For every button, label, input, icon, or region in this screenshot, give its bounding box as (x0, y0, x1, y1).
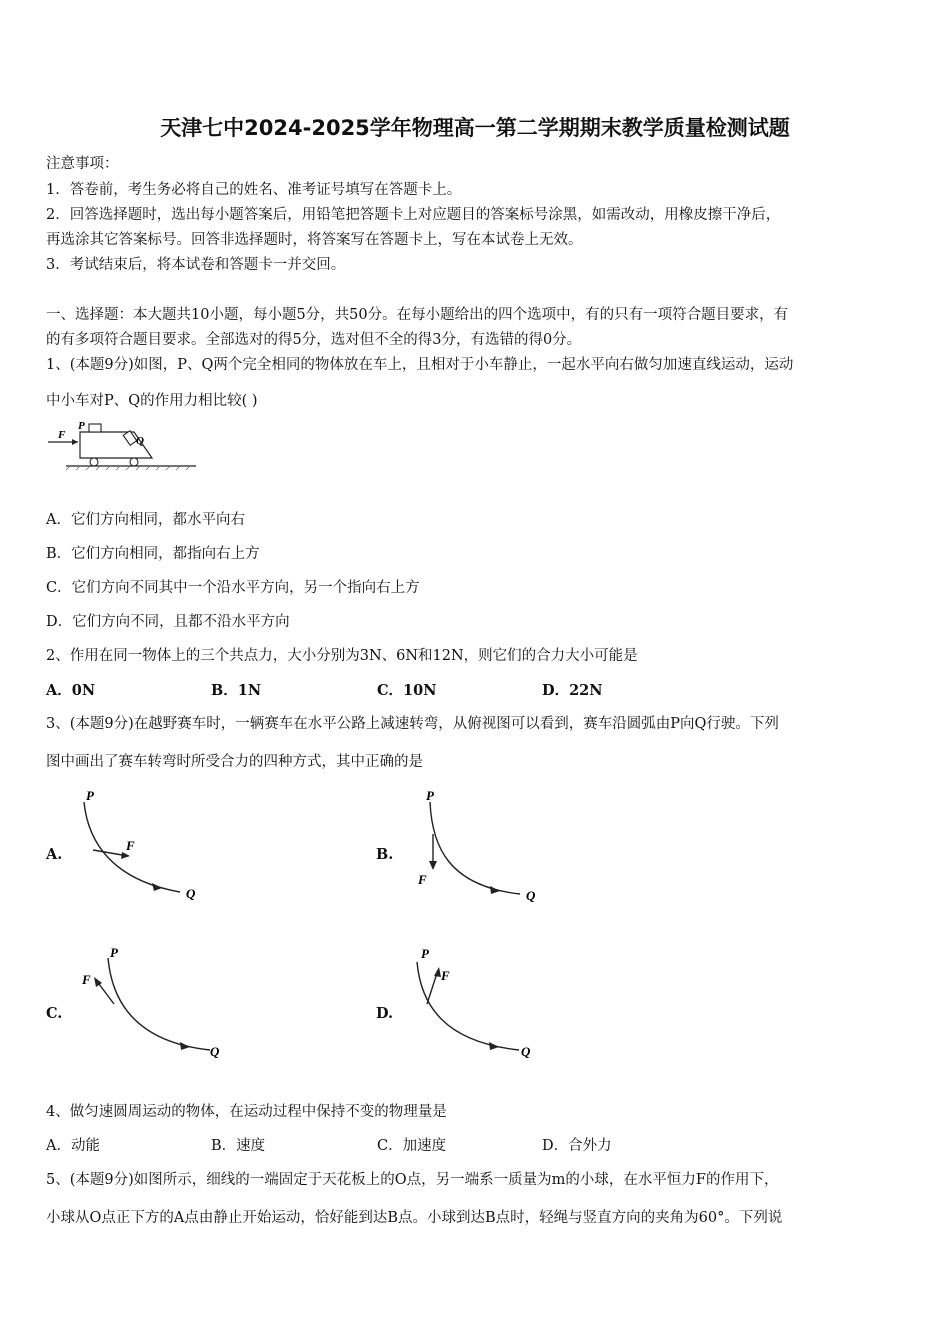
q3-figure-b-letter[interactable]: B. (376, 846, 394, 863)
notice-line-1: 1．答卷前，考生务必将自己的姓名、准考证号填写在答题卡上。 (46, 182, 462, 198)
q3-stem-line-2: 图中画出了赛车转弯时所受合力的四种方式，其中正确的是 (46, 754, 423, 770)
path-arc (430, 802, 520, 894)
q4-option-c[interactable]: C．加速度 (377, 1138, 447, 1154)
section-instructions-line-2: 的有多项符合题目要求。全部选对的得5分，选对但不全的得3分，有选错的得0分。 (46, 332, 582, 348)
q4-stem: 4、做匀速圆周运动的物体，在运动过程中保持不变的物理量是 (46, 1104, 447, 1120)
q3-figure-a (76, 786, 206, 906)
q4-option-a[interactable]: A．动能 (46, 1138, 100, 1154)
force-arrowhead (434, 967, 441, 977)
q3c-label-p: P (110, 945, 118, 960)
notice-line-2: 2．回答选择题时，选出每小题答案后，用铅笔把答题卡上对应题目的答案标号涂黑，如需改动，用橡皮擦干净后， (46, 207, 781, 223)
q2-option-b[interactable]: B．1N (211, 682, 262, 699)
q1-stem-line-1: 1、(本题9分)如图，P、Q两个完全相同的物体放在车上，且相对于小车静止，一起水平向右做匀加速直线运动，运动 (46, 357, 794, 373)
q2-option-c[interactable]: C．10N (377, 682, 437, 699)
page-title: 天津七中2024-2025学年物理高一第二学期期末教学质量检测试题 (160, 116, 790, 140)
q1-option-c[interactable]: C．它们方向不同其中一个沿水平方向，另一个指向右上方 (46, 580, 420, 596)
q3-figure-c (76, 942, 226, 1067)
q3-figure-b (410, 786, 545, 906)
q3a-label-p: P (86, 788, 94, 803)
q5-stem-line-1: 5、(本题9分)如图所示，细线的一端固定于天花板上的O点，另一端系一质量为m的小球，在水平恒力F的作用下， (46, 1172, 779, 1188)
q4-option-d[interactable]: D．合外力 (542, 1138, 612, 1154)
q3b-label-f: F (418, 872, 427, 887)
notice-heading: 注意事项： (46, 156, 119, 172)
q1-option-a[interactable]: A．它们方向相同，都水平向右 (46, 512, 245, 528)
q2-option-a[interactable]: A．0N (46, 682, 96, 699)
q3-figure-a-letter[interactable]: A. (46, 846, 63, 863)
q3d-label-q: Q (521, 1044, 531, 1059)
wheel-left (90, 458, 98, 466)
q5-stem-line-2: 小球从O点正下方的A点由静止开始运动，恰好能到达B点。小球到达B点时，轻绳与竖直方向的夹角为60°。下列说 (46, 1210, 783, 1226)
q3a-label-q: Q (186, 886, 196, 901)
q3d-label-f: F (441, 968, 450, 983)
q3-figure-c-letter[interactable]: C. (46, 1005, 63, 1022)
q4-option-b[interactable]: B．速度 (211, 1138, 266, 1154)
block-p (89, 424, 101, 432)
force-arrowhead (72, 439, 78, 445)
q3b-label-q: Q (526, 888, 536, 903)
force-arrowhead (429, 861, 437, 870)
q3b-label-p: P (426, 788, 434, 803)
q2-stem: 2、作用在同一物体上的三个共点力，大小分别为3N、6N和12N，则它们的合力大小可能是 (46, 648, 638, 664)
ground-hatching (66, 466, 190, 470)
q1-label-f: F (58, 429, 66, 441)
q3-figure-d (405, 942, 545, 1067)
q3c-label-q: Q (210, 1044, 220, 1059)
q2-option-d[interactable]: D．22N (542, 682, 603, 699)
q3c-label-f: F (82, 972, 91, 987)
q1-stem-line-2: 中小车对P、Q的作用力相比较( ) (46, 393, 258, 409)
wheel-right (130, 458, 138, 466)
path-arc (108, 958, 210, 1050)
q3d-label-p: P (421, 946, 429, 961)
force-arrowhead (121, 852, 130, 859)
q3a-label-f: F (126, 838, 135, 853)
q1-cart-figure (44, 420, 204, 472)
q3-stem-line-1: 3、(本题9分)在越野赛车时，一辆赛车在水平公路上减速转弯，从俯视图可以看到，赛车沿圆弧由P向Q行驶。下列 (46, 716, 779, 732)
q1-option-b[interactable]: B．它们方向相同，都指向右上方 (46, 546, 260, 562)
notice-line-4: 3．考试结束后，将本试卷和答题卡一并交回。 (46, 257, 346, 273)
notice-line-3: 再选涂其它答案标号。回答非选择题时，将答案写在答题卡上，写在本试卷上无效。 (46, 232, 583, 248)
q1-label-p: P (78, 420, 85, 432)
path-arc (417, 962, 519, 1050)
q1-option-d[interactable]: D．它们方向不同，且都不沿水平方向 (46, 614, 290, 630)
section-instructions-line-1: 一、选择题：本大题共10小题，每小题5分，共50分。在每小题给出的四个选项中，有的只有一项符合题目要求，有 (46, 307, 789, 323)
q3-figure-d-letter[interactable]: D. (376, 1005, 394, 1022)
q1-label-q: Q (136, 435, 144, 447)
